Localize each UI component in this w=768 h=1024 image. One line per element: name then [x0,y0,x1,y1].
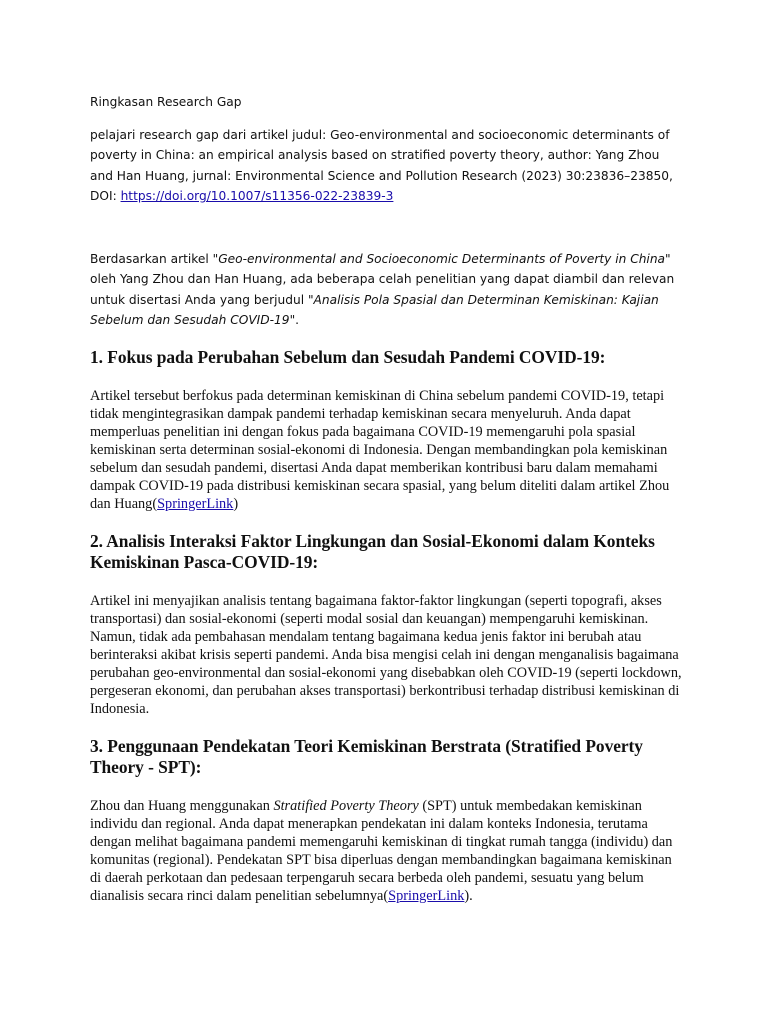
section-3-theory-name: Stratified Poverty Theory [273,797,419,814]
intro-text: pelajari research gap dari artikel judul: Geo-environmental and socioeconomic determinants of poverty in China: an empirical analysis based on stratified poverty theory, author: Yang Zhou and Han Huang, jurnal: Environmental Science and Pollution Research (2023) 30:23836–23850, DOI: [90,127,673,203]
section-3-paragraph [90,797,682,905]
doi-link[interactable]: https://doi.org/10.1007/s11356-022-23839-3 [120,189,394,203]
document-title: Ringkasan Research Gap [90,95,242,109]
section-3-text-after: (SPT) untuk membedakan kemiskinan individu dan regional. Anda dapat menerapkan pendekatan ini dalam konteks Indonesia, terutama dengan melihat bagaimana pandemi memengaruhi kemiskinan di tingkat rumah tangga (individu) dan komunitas (regional). Pendekatan SPT bisa diperluas dengan membandingkan bagaimana kemiskinan di daerah perkotaan dan pedesaan terpengaruh secara berbeda oleh pandemi, sesuatu yang belum dianalisis secara rinci dalam penelitian sebelumnya( [90,797,673,904]
section-1-tail: ) [233,495,239,512]
summary-paragraph [90,249,682,331]
section-1-springer-link[interactable]: SpringerLink [157,495,234,512]
section-3-tail: ). [464,887,473,904]
section-1-paragraph [90,387,682,513]
section-3-text-before: Zhou dan Huang menggunakan [90,797,274,814]
summary-part-2: oleh Yang Zhou dan Han Huang, ada beberapa celah penelitian yang dapat diambil dan relevan untuk disertasi Anda yang berjudul [90,272,675,307]
section-3-heading: 3. Penggunaan Pendekatan Teori Kemiskinan Berstrata (Stratified Poverty Theory - SPT): [90,735,643,777]
summary-part-1: Berdasarkan artikel [90,251,213,266]
section-1-heading: 1. Fokus pada Perubahan Sebelum dan Sesudah Pandemi COVID-19: [90,346,606,367]
summary-part-3: . [295,313,300,327]
section-2-paragraph: Artikel ini menyajikan analisis tentang bagaimana faktor-faktor lingkungan (seperti topografi, akses transportasi) dan sosial-ekonomi (seperti modal sosial dan keuangan) mempengaruhi kemiskinan. Namun, tidak ada pembahasan mendalam tentang bagaimana kedua jenis faktor ini berubah atau berinteraksi akibat krisis seperti pandemi. Anda bisa mengisi celah ini dengan menganalisis bagaimana perubahan geo-environmental dan sosial-ekonomi yang disebabkan oleh COVID-19 (seperti lockdown, pergeseran ekonomi, dan perubahan akses transportasi) berkontribusi terhadap distribusi kemiskinan di Indonesia. [90,592,682,717]
section-1-text: Artikel tersebut berfokus pada determinan kemiskinan di China sebelum pandemi COVID-19, tetapi tidak mengintegrasikan dampak pandemi terhadap kemiskinan secara menyeluruh. Anda dapat memperluas penelitian ini dengan fokus pada bagaimana COVID-19 memengaruhi pola spasial kemiskinan serta determinan sosial-ekonomi di Indonesia. Dengan membandingkan pola kemiskinan sebelum dan sesudah pandemi, disertasi Anda dapat memberikan kontribusi baru dalam memahami dampak COVID-19 pada distribusi kemiskinan secara spasial, yang belum diteliti dalam artikel Zhou dan Huang( [90,387,670,512]
intro-paragraph [90,125,682,207]
article-title: "Geo-environmental and Socioeconomic Determinants of Poverty in China" [212,251,671,266]
section-3-springer-link[interactable]: SpringerLink [388,887,465,904]
document-page [90,92,682,905]
dissertation-title: "Analisis Pola Spasial dan Determinan Kemiskinan: Kajian Sebelum dan Sesudah COVID-19" [90,292,659,327]
section-2-heading: 2. Analisis Interaksi Faktor Lingkungan dan Sosial-Ekonomi dalam Konteks Kemiskinan Pasca-COVID-19: [90,530,655,572]
